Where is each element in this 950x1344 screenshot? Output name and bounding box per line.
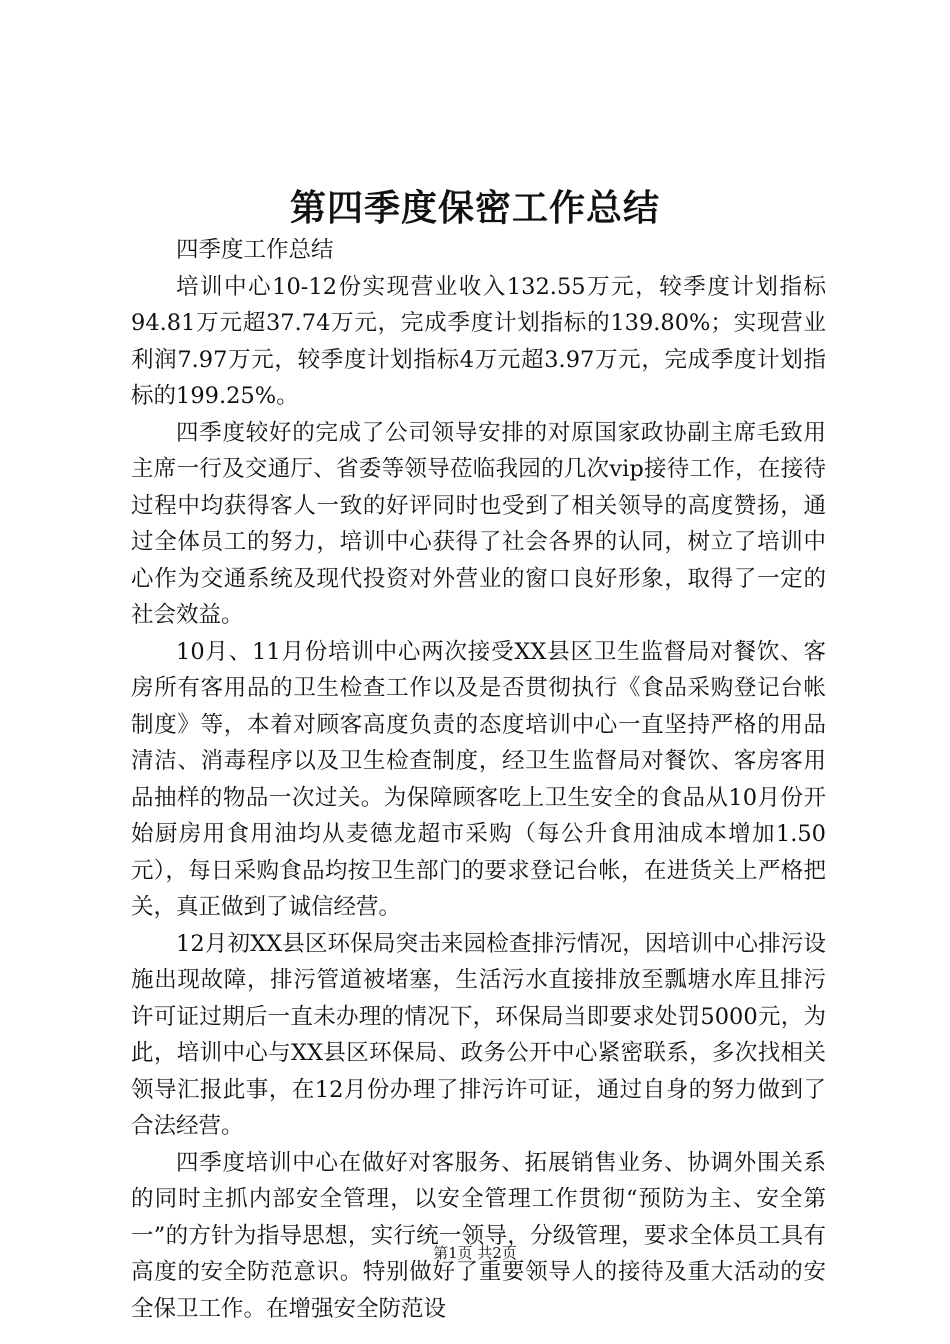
document-title: 第四季度保密工作总结 — [289, 187, 660, 229]
paragraph-safety: 四季度培训中心在做好对客服务、拓展销售业务、协调外围关系的同时主抓内部安全管理，以安全管理工作贯彻“预防为主、安全第一”的方针为指导思想，实行统一领导，分级管理，要求全体员工具有高度的安全防范意识。特别做好了重要领导人的接待及重大活动的安全保卫工作。在增强安全防范设 — [131, 1149, 826, 1322]
paragraph-hygiene: 10月、11月份培训中心两次接受XX县区卫生监督局对餐饮、客房所有客用品的卫生检查工作以及是否贯彻执行《食品采购登记台帐制度》等，本着对顾客高度负责的态度培训中心一直坚持严格的用品清洁、消毒程序以及卫生检查制度，经卫生监督局对餐饮、客房客用品抽样的物品一次过关。为保障顾客吃上卫生安全的食品从10月份开始厨房用食用油均从麦德龙超市采购（每公升食用油成本增加1.50元），每日采购食品均按卫生部门的要求登记台帐，在进货关上严格把关，真正做到了诚信经营。 — [131, 638, 826, 920]
paragraph-revenue: 培训中心10-12份实现营业收入132.55万元，较季度计划指标94.81万元超37.74万元，完成季度计划指标的139.80%；实现营业利润7.97万元，较季度计划指标4万元超3.97万元，完成季度计划指标的199.25%。 — [131, 273, 826, 409]
paragraph-environment: 12月初XX县区环保局突击来园检查排污情况，因培训中心排污设施出现故障，排污管道被堵塞，生活污水直接排放至瓢塘水库且排污许可证过期后一直未办理的情况下，环保局当即要求处罚5000元，为此，培训中心与XX县区环保局、政务公开中心紧密联系，多次找相关领导汇报此事，在12月份办理了排污许可证，通过自身的努力做到了合法经营。 — [131, 930, 826, 1139]
paragraph-reception: 四季度较好的完成了公司领导安排的对原国家政协副主席毛致用主席一行及交通厅、省委等领导莅临我园的几次vip接待工作，在接待过程中均获得客人一致的好评同时也受到了相关领导的高度赞扬，通过全体员工的努力，培训中心获得了社会各界的认同，树立了培训中心作为交通系统及现代投资对外营业的窗口良好形象，取得了一定的社会效益。 — [131, 419, 826, 628]
document-body — [131, 232, 826, 1327]
paragraph-heading: 四季度工作总结 — [176, 237, 334, 263]
page-number-footer: 第1页 共2页 — [433, 1244, 517, 1262]
